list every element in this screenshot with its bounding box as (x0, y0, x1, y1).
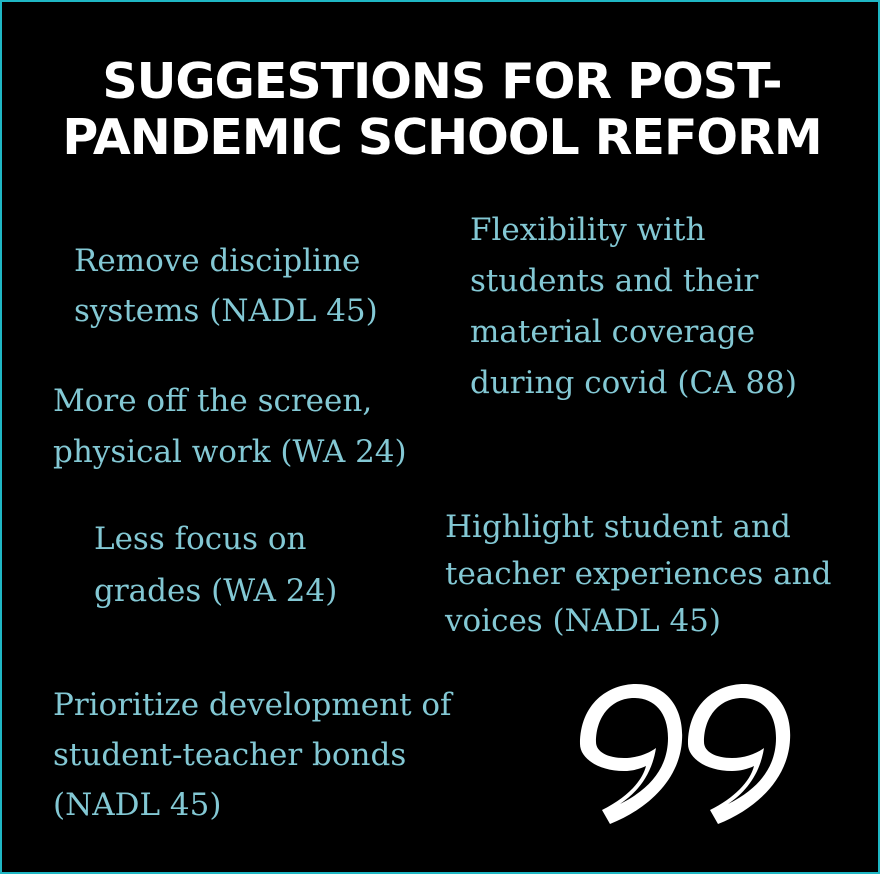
suggestion-line: student-teacher bonds (53, 737, 407, 773)
title-line-1: SUGGESTIONS FOR POST- (102, 53, 782, 110)
closing-quotation-mark-icon (568, 674, 800, 834)
suggestion-line: grades (WA 24) (94, 573, 338, 609)
suggestion-off-screen (53, 376, 407, 478)
suggestion-line: voices (NADL 45) (445, 603, 722, 639)
suggestion-line: material coverage (470, 314, 756, 350)
suggestion-line: physical work (WA 24) (53, 434, 407, 470)
right-quote-comma (688, 684, 790, 824)
title-line-2: PANDEMIC SCHOOL REFORM (62, 109, 822, 166)
suggestion-line: Prioritize development of (53, 687, 452, 723)
suggestion-line: Flexibility with (470, 212, 706, 248)
suggestion-line: during covid (CA 88) (470, 365, 797, 401)
left-quote-comma (580, 684, 682, 824)
suggestion-line: (NADL 45) (53, 787, 222, 823)
suggestion-line: More off the screen, (53, 383, 373, 419)
suggestion-flexibility (470, 205, 797, 409)
suggestion-prioritize-bonds (53, 680, 452, 830)
suggestion-line: Remove discipline (74, 243, 361, 279)
poster-title (2, 54, 880, 166)
suggestion-line: Less focus on (94, 521, 307, 557)
suggestion-line: Highlight student and (445, 509, 791, 545)
suggestion-remove-discipline (74, 236, 378, 336)
suggestion-line: teacher experiences and (445, 556, 832, 592)
suggestion-less-grades (94, 513, 337, 617)
suggestion-line: systems (NADL 45) (74, 293, 378, 329)
suggestion-highlight-voices (445, 504, 831, 645)
suggestion-line: students and their (470, 263, 759, 299)
